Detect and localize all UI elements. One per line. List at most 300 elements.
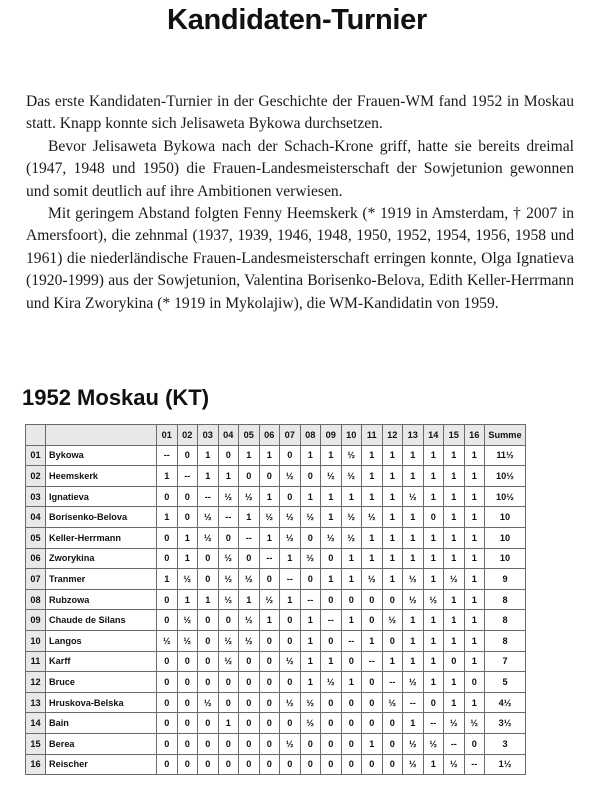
- result-cell: 0: [382, 589, 403, 610]
- result-cell: ½: [177, 610, 198, 631]
- result-cell: 1: [444, 672, 465, 693]
- row-number: 12: [26, 672, 46, 693]
- result-cell: ½: [280, 651, 301, 672]
- result-cell: 1: [300, 672, 321, 693]
- result-cell: 1: [341, 672, 362, 693]
- result-cell: 1: [259, 486, 280, 507]
- result-cell: 0: [177, 651, 198, 672]
- result-cell: ½: [239, 630, 260, 651]
- result-cell: 0: [321, 548, 342, 569]
- result-cell: 0: [239, 713, 260, 734]
- result-cell: 1: [403, 651, 424, 672]
- column-header: 11: [362, 425, 383, 446]
- paragraph: Das erste Kandidaten-Turnier in der Geschichte der Frauen-WM fand 1952 in Moskau statt. Knapp konnte sich Jelisaweta Bykowa durchsetzen.: [26, 93, 574, 133]
- result-cell: 1: [423, 548, 444, 569]
- result-cell: 1: [403, 713, 424, 734]
- sum-cell: 8: [485, 630, 526, 651]
- column-header: 02: [177, 425, 198, 446]
- result-cell: ½: [157, 630, 178, 651]
- result-cell: 0: [198, 548, 219, 569]
- column-header: 14: [423, 425, 444, 446]
- result-cell: 0: [239, 548, 260, 569]
- result-cell: ½: [341, 507, 362, 528]
- result-cell: 0: [259, 466, 280, 487]
- result-cell: 1: [403, 527, 424, 548]
- result-cell: ½: [259, 589, 280, 610]
- result-cell: 1: [444, 466, 465, 487]
- result-cell: ½: [321, 466, 342, 487]
- result-cell: ½: [382, 692, 403, 713]
- result-cell: 0: [218, 692, 239, 713]
- result-cell: 0: [362, 713, 383, 734]
- name-header-cell: [46, 425, 157, 446]
- result-cell: 0: [382, 733, 403, 754]
- player-name: Tranmer: [46, 569, 157, 590]
- result-cell: 1: [259, 610, 280, 631]
- result-cell: ½: [300, 692, 321, 713]
- result-cell: 1: [444, 507, 465, 528]
- result-cell: 1: [444, 692, 465, 713]
- table-row: [26, 527, 526, 548]
- result-cell: 0: [239, 672, 260, 693]
- table-row: [26, 610, 526, 631]
- result-cell: 0: [157, 589, 178, 610]
- result-cell: 1: [362, 445, 383, 466]
- result-cell: ½: [218, 651, 239, 672]
- sum-cell: 1½: [485, 754, 526, 775]
- result-cell: 1: [444, 548, 465, 569]
- result-cell: 1: [464, 651, 485, 672]
- result-cell: 0: [300, 569, 321, 590]
- result-cell: ½: [280, 733, 301, 754]
- table-row: [26, 672, 526, 693]
- result-cell: 1: [198, 589, 219, 610]
- result-cell: 1: [321, 651, 342, 672]
- result-cell: 0: [198, 569, 219, 590]
- result-cell: 0: [157, 754, 178, 775]
- result-cell: --: [259, 548, 280, 569]
- result-cell: --: [341, 630, 362, 651]
- result-cell: 1: [423, 630, 444, 651]
- result-cell: 0: [157, 733, 178, 754]
- result-cell: 0: [157, 610, 178, 631]
- crosstable: [25, 424, 526, 775]
- result-cell: 1: [423, 486, 444, 507]
- result-cell: 0: [300, 733, 321, 754]
- result-cell: 1: [403, 548, 424, 569]
- result-cell: 1: [198, 445, 219, 466]
- result-cell: --: [464, 754, 485, 775]
- result-cell: ½: [321, 672, 342, 693]
- result-cell: 1: [403, 466, 424, 487]
- result-cell: 1: [464, 589, 485, 610]
- row-number: 09: [26, 610, 46, 631]
- row-number: 02: [26, 466, 46, 487]
- row-number: 15: [26, 733, 46, 754]
- result-cell: --: [300, 589, 321, 610]
- result-cell: 1: [321, 445, 342, 466]
- result-cell: 1: [464, 630, 485, 651]
- result-cell: ½: [403, 733, 424, 754]
- result-cell: 0: [300, 754, 321, 775]
- table-row: [26, 445, 526, 466]
- sum-header: Summe: [485, 425, 526, 446]
- result-cell: 0: [341, 733, 362, 754]
- result-cell: 0: [239, 692, 260, 713]
- column-header: 12: [382, 425, 403, 446]
- result-cell: 0: [341, 692, 362, 713]
- player-name: Berea: [46, 733, 157, 754]
- result-cell: 1: [259, 445, 280, 466]
- result-cell: --: [198, 486, 219, 507]
- result-cell: 1: [464, 610, 485, 631]
- result-cell: 0: [177, 486, 198, 507]
- result-cell: 1: [280, 548, 301, 569]
- row-number: 04: [26, 507, 46, 528]
- table-row: [26, 651, 526, 672]
- result-cell: 1: [321, 507, 342, 528]
- result-cell: 0: [218, 527, 239, 548]
- table-row: [26, 733, 526, 754]
- column-header: 03: [198, 425, 219, 446]
- result-cell: --: [423, 713, 444, 734]
- result-cell: 0: [259, 754, 280, 775]
- player-name: Bruce: [46, 672, 157, 693]
- result-cell: ½: [382, 610, 403, 631]
- result-cell: 1: [300, 630, 321, 651]
- result-cell: 0: [259, 733, 280, 754]
- result-cell: 1: [341, 486, 362, 507]
- result-cell: 0: [157, 486, 178, 507]
- result-cell: 1: [198, 466, 219, 487]
- result-cell: 0: [157, 713, 178, 734]
- result-cell: 1: [444, 445, 465, 466]
- column-header: 07: [280, 425, 301, 446]
- result-cell: 0: [177, 713, 198, 734]
- result-cell: 0: [362, 672, 383, 693]
- result-cell: 0: [239, 733, 260, 754]
- result-cell: 1: [157, 466, 178, 487]
- result-cell: 0: [321, 754, 342, 775]
- result-cell: 0: [239, 466, 260, 487]
- column-header: 10: [341, 425, 362, 446]
- result-cell: 0: [177, 754, 198, 775]
- result-cell: 1: [177, 548, 198, 569]
- column-header: 01: [157, 425, 178, 446]
- result-cell: ½: [300, 713, 321, 734]
- result-cell: 0: [157, 548, 178, 569]
- row-number: 01: [26, 445, 46, 466]
- result-cell: ½: [403, 589, 424, 610]
- sum-cell: 7: [485, 651, 526, 672]
- result-cell: 1: [300, 610, 321, 631]
- result-cell: 0: [198, 672, 219, 693]
- player-name: Borisenko-Belova: [46, 507, 157, 528]
- result-cell: 1: [280, 589, 301, 610]
- table-row: [26, 630, 526, 651]
- result-cell: 0: [280, 486, 301, 507]
- result-cell: ½: [198, 692, 219, 713]
- intro-text: [26, 91, 574, 315]
- sum-cell: 10½: [485, 486, 526, 507]
- result-cell: 0: [321, 589, 342, 610]
- result-cell: 0: [218, 733, 239, 754]
- player-name: Bykowa: [46, 445, 157, 466]
- result-cell: --: [218, 507, 239, 528]
- result-cell: 1: [362, 548, 383, 569]
- result-cell: 1: [239, 445, 260, 466]
- result-cell: 0: [341, 713, 362, 734]
- result-cell: ½: [280, 527, 301, 548]
- result-cell: 1: [362, 466, 383, 487]
- result-cell: 1: [464, 486, 485, 507]
- result-cell: ½: [198, 507, 219, 528]
- result-cell: 0: [198, 713, 219, 734]
- result-cell: 1: [382, 507, 403, 528]
- result-cell: 0: [177, 733, 198, 754]
- result-cell: 1: [444, 589, 465, 610]
- result-cell: 1: [464, 692, 485, 713]
- result-cell: 1: [321, 569, 342, 590]
- result-cell: 0: [423, 507, 444, 528]
- result-cell: 0: [382, 630, 403, 651]
- result-cell: ½: [280, 692, 301, 713]
- result-cell: ½: [218, 589, 239, 610]
- result-cell: 0: [259, 692, 280, 713]
- result-cell: --: [382, 672, 403, 693]
- result-cell: 0: [321, 713, 342, 734]
- result-cell: 0: [157, 651, 178, 672]
- result-cell: ½: [341, 445, 362, 466]
- result-cell: 1: [259, 527, 280, 548]
- column-header: 05: [239, 425, 260, 446]
- result-cell: 1: [464, 445, 485, 466]
- result-cell: 0: [157, 527, 178, 548]
- result-cell: 0: [321, 692, 342, 713]
- row-number: 07: [26, 569, 46, 590]
- result-cell: 1: [341, 569, 362, 590]
- result-cell: 0: [280, 610, 301, 631]
- result-cell: 1: [362, 486, 383, 507]
- result-cell: ½: [341, 527, 362, 548]
- result-cell: ½: [239, 486, 260, 507]
- result-cell: 1: [382, 486, 403, 507]
- result-cell: 1: [444, 486, 465, 507]
- sum-cell: 4½: [485, 692, 526, 713]
- result-cell: 1: [382, 527, 403, 548]
- result-cell: 0: [198, 651, 219, 672]
- result-cell: 0: [321, 630, 342, 651]
- sum-cell: 11½: [485, 445, 526, 466]
- sum-cell: 5: [485, 672, 526, 693]
- result-cell: 1: [341, 610, 362, 631]
- result-cell: ½: [300, 548, 321, 569]
- result-cell: 1: [382, 466, 403, 487]
- table-row: [26, 692, 526, 713]
- row-number: 16: [26, 754, 46, 775]
- result-cell: ½: [362, 569, 383, 590]
- row-number: 11: [26, 651, 46, 672]
- row-number: 10: [26, 630, 46, 651]
- result-cell: 0: [157, 692, 178, 713]
- row-number: 03: [26, 486, 46, 507]
- result-cell: ½: [341, 466, 362, 487]
- result-cell: 1: [218, 466, 239, 487]
- result-cell: 1: [382, 569, 403, 590]
- result-cell: 0: [239, 754, 260, 775]
- result-cell: 0: [362, 589, 383, 610]
- player-name: Rubzowa: [46, 589, 157, 610]
- player-name: Langos: [46, 630, 157, 651]
- player-name: Ignatieva: [46, 486, 157, 507]
- result-cell: 0: [259, 672, 280, 693]
- result-cell: ½: [280, 507, 301, 528]
- result-cell: 0: [321, 733, 342, 754]
- result-cell: 0: [177, 507, 198, 528]
- result-cell: ½: [403, 754, 424, 775]
- result-cell: 0: [198, 610, 219, 631]
- player-name: Heemskerk: [46, 466, 157, 487]
- result-cell: 0: [341, 754, 362, 775]
- result-cell: 0: [198, 733, 219, 754]
- result-cell: ½: [218, 630, 239, 651]
- sum-cell: 8: [485, 589, 526, 610]
- result-cell: ½: [362, 507, 383, 528]
- result-cell: 0: [280, 445, 301, 466]
- result-cell: 0: [280, 630, 301, 651]
- result-cell: ½: [444, 713, 465, 734]
- row-number: 14: [26, 713, 46, 734]
- result-cell: 1: [382, 548, 403, 569]
- result-cell: 0: [280, 672, 301, 693]
- result-cell: 1: [362, 630, 383, 651]
- result-cell: 0: [239, 651, 260, 672]
- row-number: 13: [26, 692, 46, 713]
- result-cell: 1: [444, 527, 465, 548]
- result-cell: 0: [444, 651, 465, 672]
- result-cell: 1: [341, 548, 362, 569]
- result-cell: 0: [280, 713, 301, 734]
- corner-cell: [26, 425, 46, 446]
- result-cell: 1: [300, 445, 321, 466]
- result-cell: 0: [259, 569, 280, 590]
- result-cell: --: [157, 445, 178, 466]
- result-cell: 0: [362, 610, 383, 631]
- sum-cell: 10: [485, 548, 526, 569]
- result-cell: --: [239, 527, 260, 548]
- result-cell: 0: [177, 445, 198, 466]
- column-header: 16: [464, 425, 485, 446]
- table-row: [26, 466, 526, 487]
- result-cell: 0: [464, 733, 485, 754]
- result-cell: 1: [218, 713, 239, 734]
- result-cell: ½: [259, 507, 280, 528]
- result-cell: 0: [198, 630, 219, 651]
- result-cell: ½: [403, 569, 424, 590]
- row-number: 08: [26, 589, 46, 610]
- table-row: [26, 713, 526, 734]
- table-row: [26, 486, 526, 507]
- row-number: 05: [26, 527, 46, 548]
- result-cell: 1: [403, 610, 424, 631]
- result-cell: 0: [341, 651, 362, 672]
- column-header: 04: [218, 425, 239, 446]
- player-name: Reischer: [46, 754, 157, 775]
- result-cell: 0: [464, 672, 485, 693]
- result-cell: ½: [464, 713, 485, 734]
- table-row: [26, 589, 526, 610]
- sum-cell: 3: [485, 733, 526, 754]
- result-cell: ½: [218, 486, 239, 507]
- result-cell: 0: [382, 713, 403, 734]
- player-name: Karff: [46, 651, 157, 672]
- result-cell: 1: [177, 527, 198, 548]
- result-cell: 0: [218, 445, 239, 466]
- result-cell: 1: [423, 610, 444, 631]
- result-cell: 1: [403, 630, 424, 651]
- table-row: [26, 754, 526, 775]
- result-cell: ½: [403, 486, 424, 507]
- result-cell: 0: [177, 672, 198, 693]
- player-name: Chaude de Silans: [46, 610, 157, 631]
- result-cell: 0: [300, 527, 321, 548]
- table-row: [26, 507, 526, 528]
- result-cell: ½: [321, 527, 342, 548]
- result-cell: 1: [403, 507, 424, 528]
- result-cell: 1: [239, 507, 260, 528]
- result-cell: 1: [464, 507, 485, 528]
- result-cell: ½: [423, 589, 444, 610]
- result-cell: 1: [423, 569, 444, 590]
- result-cell: 0: [259, 651, 280, 672]
- result-cell: 0: [423, 692, 444, 713]
- sum-cell: 8: [485, 610, 526, 631]
- result-cell: 1: [423, 754, 444, 775]
- result-cell: 0: [177, 692, 198, 713]
- player-name: Keller-Herrmann: [46, 527, 157, 548]
- column-header: 06: [259, 425, 280, 446]
- result-cell: 1: [464, 569, 485, 590]
- result-cell: --: [280, 569, 301, 590]
- player-name: Zworykina: [46, 548, 157, 569]
- table-row: [26, 569, 526, 590]
- column-header: 13: [403, 425, 424, 446]
- section-heading: 1952 Moskau (KT): [22, 385, 210, 410]
- result-cell: ½: [177, 569, 198, 590]
- result-cell: 1: [362, 527, 383, 548]
- result-cell: 0: [362, 692, 383, 713]
- sum-cell: 10: [485, 527, 526, 548]
- result-cell: 0: [280, 754, 301, 775]
- result-cell: 1: [423, 445, 444, 466]
- column-header: 09: [321, 425, 342, 446]
- result-cell: 0: [218, 754, 239, 775]
- result-cell: --: [321, 610, 342, 631]
- result-cell: 1: [444, 610, 465, 631]
- result-cell: ½: [300, 507, 321, 528]
- result-cell: 0: [218, 610, 239, 631]
- column-header: 08: [300, 425, 321, 446]
- result-cell: ½: [280, 466, 301, 487]
- result-cell: ½: [198, 527, 219, 548]
- result-cell: ½: [239, 569, 260, 590]
- sum-cell: 10½: [485, 466, 526, 487]
- result-cell: 1: [464, 527, 485, 548]
- result-cell: 1: [321, 486, 342, 507]
- row-number: 06: [26, 548, 46, 569]
- sum-cell: 3½: [485, 713, 526, 734]
- result-cell: 1: [464, 466, 485, 487]
